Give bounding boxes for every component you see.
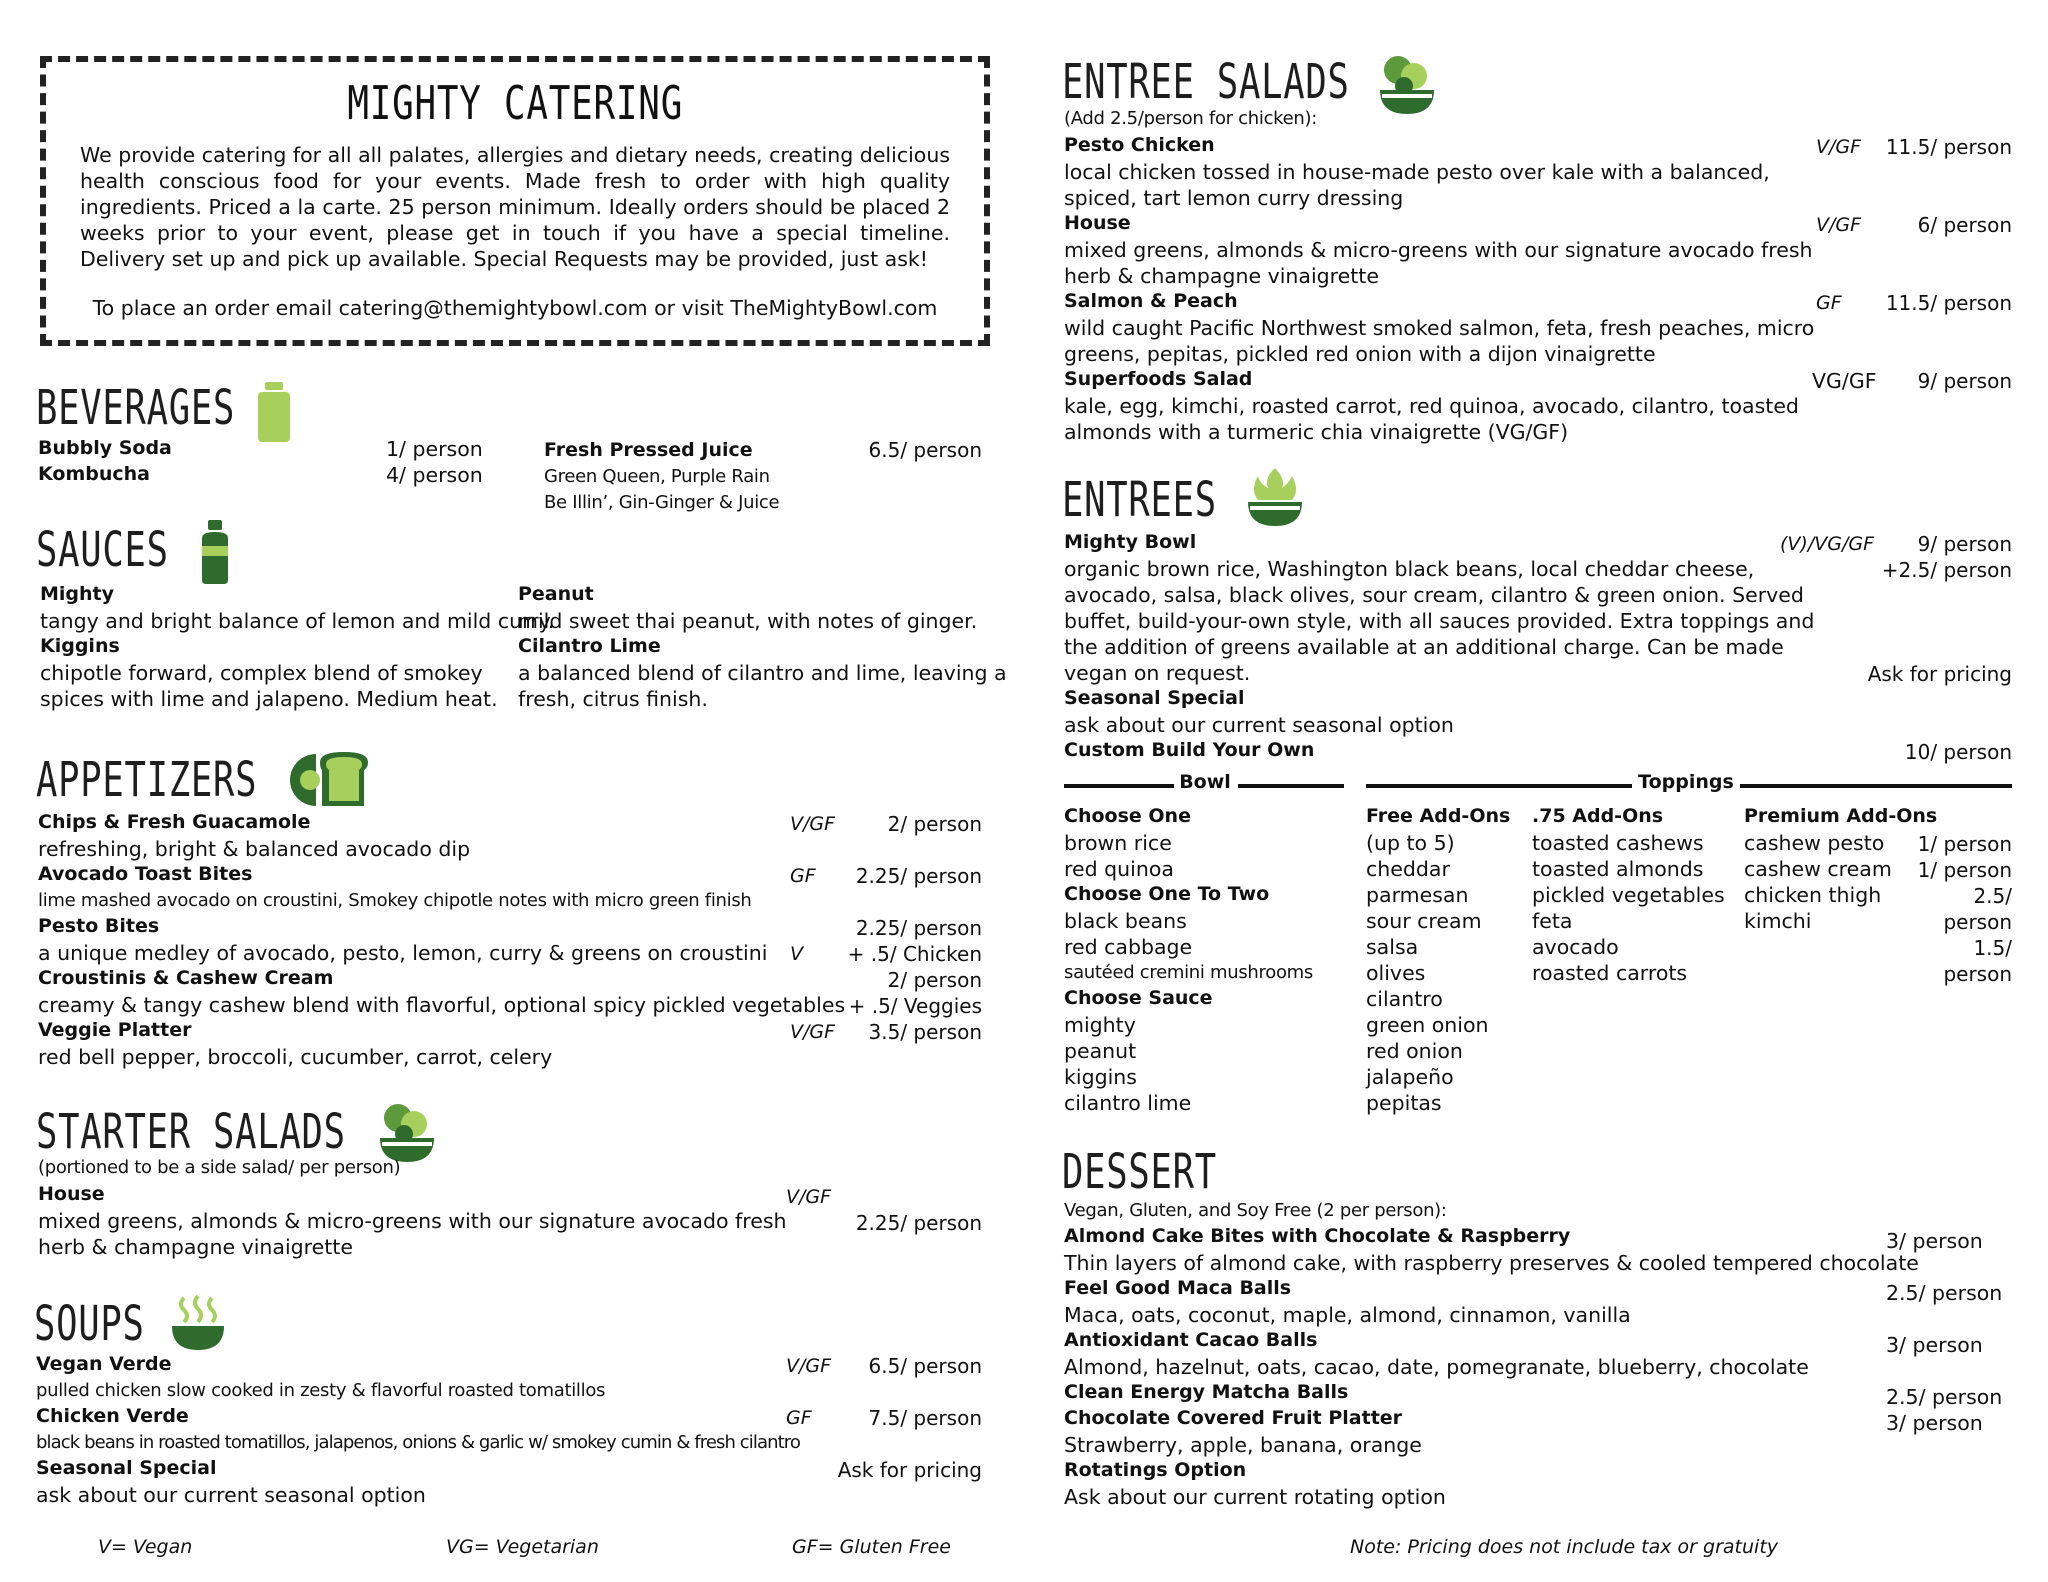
- diet-tag: V/GF: [1816, 214, 1862, 236]
- soup-desc: ask about our current seasonal option: [36, 1483, 426, 1507]
- sauce-desc: chipotle forward, complex blend of smokey: [40, 661, 483, 685]
- sauce-desc: a balanced blend of cilantro and lime, leaving a: [518, 661, 1007, 685]
- appetizer-name: Croustinis & Cashew Cream: [38, 967, 334, 989]
- entree-salad-price: 9/ person: [1917, 369, 2012, 393]
- bowl-option: mighty: [1064, 1013, 1136, 1037]
- entree-name: Custom Build Your Own: [1064, 739, 1315, 761]
- bowl-option: red cabbage: [1064, 935, 1193, 959]
- dessert-name: Chocolate Covered Fruit Platter: [1064, 1407, 1403, 1429]
- appetizer-name: Veggie Platter: [38, 1019, 192, 1041]
- free-addon: cheddar: [1366, 857, 1450, 881]
- premium-addon: cashew pesto: [1744, 831, 1885, 855]
- free-addon: olives: [1366, 961, 1426, 985]
- appetizer-name: Avocado Toast Bites: [38, 863, 253, 885]
- divider: [1064, 784, 1174, 788]
- premium-price: person: [1943, 910, 2012, 934]
- appetizer-desc: red bell pepper, broccoli, cucumber, carrot, celery: [38, 1045, 553, 1069]
- dessert-name: Clean Energy Matcha Balls: [1064, 1381, 1349, 1403]
- beverage-name: Kombucha: [38, 463, 150, 485]
- free-addons-sub: (up to 5): [1366, 831, 1455, 855]
- soup-price: 7.5/ person: [868, 1406, 982, 1430]
- dessert-desc: Thin layers of almond cake, with raspberry preserves & cooled tempered chocolate: [1064, 1251, 1919, 1275]
- bowl-option: kiggins: [1064, 1065, 1137, 1089]
- dessert-price: 3/ person: [1886, 1333, 1983, 1357]
- entrees-heading: ENTREES: [1062, 472, 1217, 528]
- premium-price: 1/ person: [1917, 832, 2012, 856]
- paid-addon: avocado: [1532, 935, 1619, 959]
- premium-price: 1.5/: [1973, 936, 2012, 960]
- bowl-option: cilantro lime: [1064, 1091, 1192, 1115]
- starter-salads-heading: STARTER SALADS: [36, 1104, 346, 1160]
- entree-salad-name: Salmon & Peach: [1064, 290, 1238, 312]
- paid-addon: pickled vegetables: [1532, 883, 1725, 907]
- juice-flavors: Be Illin’, Gin-Ginger & Juice: [544, 492, 780, 513]
- diet-tag: VG/GF: [1812, 369, 1877, 393]
- premium-price: 2.5/: [1973, 884, 2012, 908]
- starter-salad-note: (portioned to be a side salad/ per person): [38, 1157, 401, 1178]
- juice-price: 6.5/ person: [868, 438, 982, 462]
- paid-addon: roasted carrots: [1532, 961, 1688, 985]
- salad-bowl-icon: [1378, 54, 1436, 116]
- entree-salads-heading: ENTREE SALADS: [1062, 54, 1350, 110]
- beverage-price: 1/ person: [386, 437, 483, 461]
- diet-tag: V/GF: [786, 1186, 832, 1208]
- appetizer-desc: lime mashed avocado on croustini, Smokey chipotle notes with micro green finish: [38, 890, 752, 911]
- diet-tag: GF: [1816, 292, 1842, 314]
- appetizers-heading: APPETIZERS: [36, 752, 258, 808]
- entree-salad-desc: local chicken tossed in house-made pesto over kale with a balanced,: [1064, 160, 1770, 184]
- soup-name: Chicken Verde: [36, 1405, 189, 1427]
- entree-salad-desc: wild caught Pacific Northwest smoked salmon, feta, fresh peaches, micro: [1064, 316, 1815, 340]
- soup-desc: pulled chicken slow cooked in zesty & flavorful roasted tomatillos: [36, 1380, 606, 1401]
- premium-price: person: [1943, 962, 2012, 986]
- appetizer-name: Chips & Fresh Guacamole: [38, 811, 311, 833]
- entree-salad-price: 6/ person: [1917, 213, 2012, 237]
- sauce-name: Mighty: [40, 583, 115, 605]
- premium-addon: kimchi: [1744, 909, 1812, 933]
- entree-salad-desc: mixed greens, almonds & micro-greens with our signature avocado fresh: [1064, 238, 1813, 262]
- diet-tag: V/GF: [786, 1355, 832, 1377]
- legend-gluten-free: GF= Gluten Free: [792, 1536, 951, 1558]
- diet-tag: V/GF: [790, 1021, 836, 1043]
- entree-salad-desc: spiced, tart lemon curry dressing: [1064, 186, 1404, 210]
- bowl-option: peanut: [1064, 1039, 1137, 1063]
- free-addon: jalapeño: [1366, 1065, 1454, 1089]
- entree-salad-desc: herb & champagne vinaigrette: [1064, 264, 1379, 288]
- diet-tag: V/GF: [1816, 136, 1862, 158]
- diet-tag: V/GF: [790, 813, 836, 835]
- diet-tag: (V)/VG/GF: [1780, 533, 1874, 555]
- paid-addon: feta: [1532, 909, 1573, 933]
- free-addons-title: Free Add-Ons: [1366, 805, 1511, 827]
- dessert-note: Vegan, Gluten, and Soy Free (2 per person):: [1064, 1200, 1447, 1221]
- appetizer-price: 2/ person: [887, 812, 982, 836]
- starter-salad-desc: herb & champagne vinaigrette: [38, 1235, 353, 1259]
- entree-salad-desc: greens, pepitas, pickled red onion with a dijon vinaigrette: [1064, 342, 1656, 366]
- dessert-name: Feel Good Maca Balls: [1064, 1277, 1292, 1299]
- entree-desc: organic brown rice, Washington black beans, local cheddar cheese,: [1064, 557, 1755, 581]
- bowl-choose-one: Choose One: [1064, 805, 1191, 827]
- bowl-option: red quinoa: [1064, 857, 1174, 881]
- dessert-price: 3/ person: [1886, 1229, 1983, 1253]
- toppings-label: Toppings: [1638, 771, 1734, 793]
- paid-addon: toasted almonds: [1532, 857, 1704, 881]
- diet-tag: V: [790, 943, 803, 965]
- free-addon: pepitas: [1366, 1091, 1442, 1115]
- free-addon: parmesan: [1366, 883, 1469, 907]
- intro-text: We provide catering for all all palates, allergies and dietary needs, creating delicious health conscious food for your events. Made fresh to order with high quality ingredients. Priced a la carte. 25 person minimum. Ideally orders should be placed 2 weeks prior to your event, please get in touch if you have a special timeline. Delivery set up and pick up available. Special Requests may be provided, just ask!: [80, 143, 950, 271]
- entree-salad-name: Pesto Chicken: [1064, 134, 1215, 156]
- order-info: To place an order email catering@themightybowl.com or visit TheMightyBowl.com: [92, 296, 938, 320]
- entree-salad-price: 11.5/ person: [1885, 135, 2012, 159]
- paid-addon: toasted cashews: [1532, 831, 1704, 855]
- soup-name: Vegan Verde: [36, 1353, 172, 1375]
- entree-desc: vegan on request.: [1064, 661, 1251, 685]
- premium-price: 1/ person: [1917, 858, 2012, 882]
- premium-addon: cashew cream: [1744, 857, 1892, 881]
- starter-salad-desc: mixed greens, almonds & micro-greens with our signature avocado fresh: [38, 1209, 787, 1233]
- beverage-price: 4/ person: [386, 463, 483, 487]
- appetizer-name: Pesto Bites: [38, 915, 160, 937]
- free-addon: red onion: [1366, 1039, 1463, 1063]
- entree-salad-price: 11.5/ person: [1885, 291, 2012, 315]
- free-addon: green onion: [1366, 1013, 1489, 1037]
- sauce-name: Peanut: [518, 583, 594, 605]
- entree-addon-price: +2.5/ person: [1881, 558, 2012, 582]
- starter-salad-price: 2.25/ person: [855, 1211, 982, 1235]
- sauce-name: Kiggins: [40, 635, 120, 657]
- dessert-name: Almond Cake Bites with Chocolate & Raspberry: [1064, 1225, 1571, 1247]
- soups-heading: SOUPS: [34, 1296, 145, 1352]
- salad-bowl-icon: [378, 1102, 436, 1164]
- dessert-heading: DESSERT: [1062, 1144, 1217, 1200]
- dessert-price: 3/ person: [1886, 1411, 1983, 1435]
- premium-addon: chicken thigh: [1744, 883, 1882, 907]
- free-addon: sour cream: [1366, 909, 1482, 933]
- appetizer-desc: a unique medley of avocado, pesto, lemon, curry & greens on croustini: [38, 941, 768, 965]
- appetizer-price: 2/ person: [887, 968, 982, 992]
- entree-salad-name: House: [1064, 212, 1131, 234]
- entree-price: 9/ person: [1917, 532, 2012, 556]
- toast-avocado-icon: [286, 750, 370, 808]
- bowl-option: brown rice: [1064, 831, 1172, 855]
- divider: [1238, 784, 1344, 788]
- appetizer-addon-price: + .5/ Veggies: [848, 994, 982, 1018]
- steaming-bowl-icon: [170, 1294, 226, 1352]
- flame-bowl-icon: [1246, 466, 1304, 528]
- bowl-choose-two: Choose One To Two: [1064, 883, 1270, 905]
- entree-desc: ask about our current seasonal option: [1064, 713, 1454, 737]
- soup-desc: black beans in roasted tomatillos, jalapenos, onions & garlic w/ smokey cumin & fresh cilantro: [36, 1432, 801, 1453]
- entree-salad-name: Superfoods Salad: [1064, 368, 1253, 390]
- entree-salad-desc: kale, egg, kimchi, roasted carrot, red quinoa, avocado, cilantro, toasted: [1064, 394, 1799, 418]
- appetizer-price: 2.25/ person: [855, 864, 982, 888]
- sauce-name: Cilantro Lime: [518, 635, 661, 657]
- entree-name: Seasonal Special: [1064, 687, 1245, 709]
- entree-price: 10/ person: [1904, 740, 2012, 764]
- soup-name: Seasonal Special: [36, 1457, 217, 1479]
- entree-salad-note: (Add 2.5/person for chicken):: [1064, 108, 1318, 129]
- sauce-desc: mild sweet thai peanut, with notes of ginger.: [518, 609, 978, 633]
- juice-flavors: Green Queen, Purple Rain: [544, 466, 770, 487]
- dessert-desc: Strawberry, apple, banana, orange: [1064, 1433, 1422, 1457]
- paid-addons-title: .75 Add-Ons: [1532, 805, 1664, 827]
- divider: [1740, 784, 2012, 788]
- dessert-price: 2.5/ person: [1886, 1385, 2003, 1409]
- entree-desc: buffet, build-your-own style, with all sauces provided. Extra toppings and: [1064, 609, 1815, 633]
- premium-addons-title: Premium Add-Ons: [1744, 805, 1938, 827]
- sauces-heading: SAUCES: [36, 522, 169, 578]
- juice-bottle-icon: [256, 382, 292, 442]
- bowl-label: Bowl: [1179, 771, 1231, 793]
- entree-name: Mighty Bowl: [1064, 531, 1197, 553]
- entree-price: Ask for pricing: [1867, 662, 2012, 686]
- entree-desc: the addition of greens available at an additional charge. Can be made: [1064, 635, 1784, 659]
- legend-vegetarian: VG= Vegetarian: [446, 1536, 599, 1558]
- juice-name: Fresh Pressed Juice: [544, 439, 753, 461]
- sauce-desc: fresh, citrus finish.: [518, 687, 708, 711]
- beverages-heading: BEVERAGES: [36, 380, 236, 436]
- soup-price: Ask for pricing: [837, 1458, 982, 1482]
- legend-vegan: V= Vegan: [98, 1536, 193, 1558]
- bowl-option: black beans: [1064, 909, 1187, 933]
- sauce-desc: tangy and bright balance of lemon and mild curry.: [40, 609, 555, 633]
- soup-price: 6.5/ person: [868, 1354, 982, 1378]
- appetizer-price: 3.5/ person: [868, 1020, 982, 1044]
- entree-salad-desc: almonds with a turmeric chia vinaigrette (VG/GF): [1064, 420, 1569, 444]
- appetizer-addon-price: + .5/ Chicken: [847, 942, 982, 966]
- diet-tag: GF: [790, 865, 816, 887]
- dessert-name: Antioxidant Cacao Balls: [1064, 1329, 1318, 1351]
- bowl-choose-sauce: Choose Sauce: [1064, 987, 1213, 1009]
- pricing-note: Note: Pricing does not include tax or gratuity: [1350, 1536, 1779, 1558]
- appetizer-desc: refreshing, bright & balanced avocado dip: [38, 837, 471, 861]
- sauce-desc: spices with lime and jalapeno. Medium heat.: [40, 687, 498, 711]
- dessert-name: Rotatings Option: [1064, 1459, 1247, 1481]
- appetizer-desc: creamy & tangy cashew blend with flavorful, optional spicy pickled vegetables: [38, 993, 846, 1017]
- appetizer-price: 2.25/ person: [855, 916, 982, 940]
- dessert-desc: Maca, oats, coconut, maple, almond, cinnamon, vanilla: [1064, 1303, 1631, 1327]
- free-addon: salsa: [1366, 935, 1419, 959]
- dessert-desc: Almond, hazelnut, oats, cacao, date, pomegranate, blueberry, chocolate: [1064, 1355, 1809, 1379]
- bowl-option: sautéed cremini mushrooms: [1064, 962, 1313, 983]
- divider: [1366, 784, 1632, 788]
- intro-box: [40, 56, 990, 346]
- sauce-bottle-icon: [198, 520, 232, 584]
- beverage-name: Bubbly Soda: [38, 437, 172, 459]
- diet-tag: GF: [786, 1407, 812, 1429]
- dessert-price: 2.5/ person: [1886, 1281, 2003, 1305]
- starter-salad-name: House: [38, 1183, 105, 1205]
- free-addon: cilantro: [1366, 987, 1443, 1011]
- dessert-desc: Ask about our current rotating option: [1064, 1485, 1446, 1509]
- intro-title: MIGHTY CATERING: [347, 76, 683, 130]
- entree-desc: avocado, salsa, black olives, sour cream, cilantro & green onion. Served: [1064, 583, 1804, 607]
